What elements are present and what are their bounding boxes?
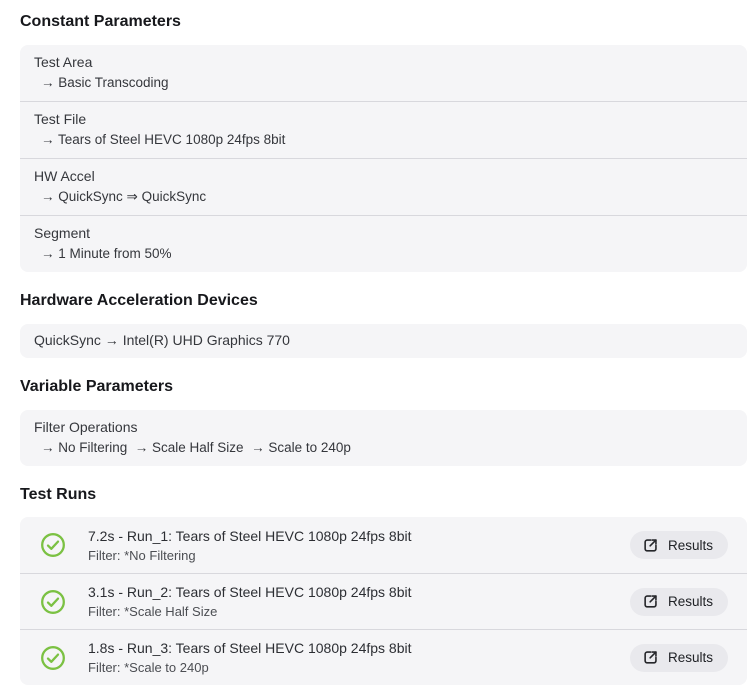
results-button-run-2[interactable]	[630, 588, 728, 616]
external-link-icon	[642, 593, 659, 610]
test-run-row-1	[20, 517, 747, 573]
run-text	[88, 639, 412, 676]
results-button-label: Results	[667, 650, 713, 665]
run-subtitle: Filter: *Scale to 240p	[88, 660, 209, 675]
hardware-acceleration-devices-title: Hardware Acceleration Devices	[20, 292, 258, 309]
param-row-test-file	[20, 101, 747, 158]
param-label: Filter Operations	[34, 419, 138, 435]
param-value: → Basic Transcoding	[41, 75, 169, 90]
constant-parameters-title: Constant Parameters	[20, 13, 181, 30]
external-link-icon	[642, 649, 659, 666]
test-runs-card	[20, 517, 747, 685]
run-title: 7.2s - Run_1: Tears of Steel HEVC 1080p 24fps 8bit	[88, 527, 412, 544]
param-value: → No Filtering → Scale Half Size → Scale to 240p	[41, 440, 351, 455]
param-row-filter-operations	[20, 410, 747, 466]
run-text	[88, 583, 412, 620]
check-circle-icon	[40, 589, 66, 615]
param-row-hw-accel	[20, 158, 747, 215]
test-run-row-2	[20, 573, 747, 629]
param-value: → QuickSync ⇒ QuickSync	[41, 189, 207, 204]
device-value: QuickSync → Intel(R) UHD Graphics 770	[34, 332, 290, 348]
run-subtitle: Filter: *Scale Half Size	[88, 604, 218, 619]
param-label: Segment	[34, 225, 91, 241]
run-title: 3.1s - Run_2: Tears of Steel HEVC 1080p 24fps 8bit	[88, 584, 412, 600]
results-button-run-3[interactable]	[630, 644, 728, 672]
param-label: Test Area	[34, 54, 93, 70]
test-runs-title: Test Runs	[20, 486, 97, 503]
external-link-icon	[642, 537, 659, 554]
param-label: HW Accel	[34, 168, 95, 184]
device-row-quicksync	[20, 324, 747, 358]
param-value: → 1 Minute from 50%	[41, 246, 172, 261]
results-button-label: Results	[667, 594, 713, 609]
constant-parameters-card	[20, 45, 747, 272]
run-title: 1.8s - Run_3: Tears of Steel HEVC 1080p 24fps 8bit	[88, 640, 412, 656]
param-row-segment	[20, 215, 747, 272]
hardware-acceleration-devices-card	[20, 324, 747, 358]
run-text	[88, 527, 412, 564]
results-button-label: Results	[667, 537, 713, 553]
param-value: → Tears of Steel HEVC 1080p 24fps 8bit	[41, 132, 286, 147]
check-circle-icon	[40, 645, 66, 671]
param-label: Test File	[34, 111, 87, 127]
param-row-test-area	[20, 45, 747, 101]
variable-parameters-title: Variable Parameters	[20, 378, 173, 395]
test-run-row-3	[20, 629, 747, 685]
run-subtitle: Filter: *No Filtering	[88, 547, 196, 563]
results-button-run-1[interactable]	[630, 531, 728, 559]
check-circle-icon	[40, 532, 66, 558]
variable-parameters-card	[20, 410, 747, 466]
